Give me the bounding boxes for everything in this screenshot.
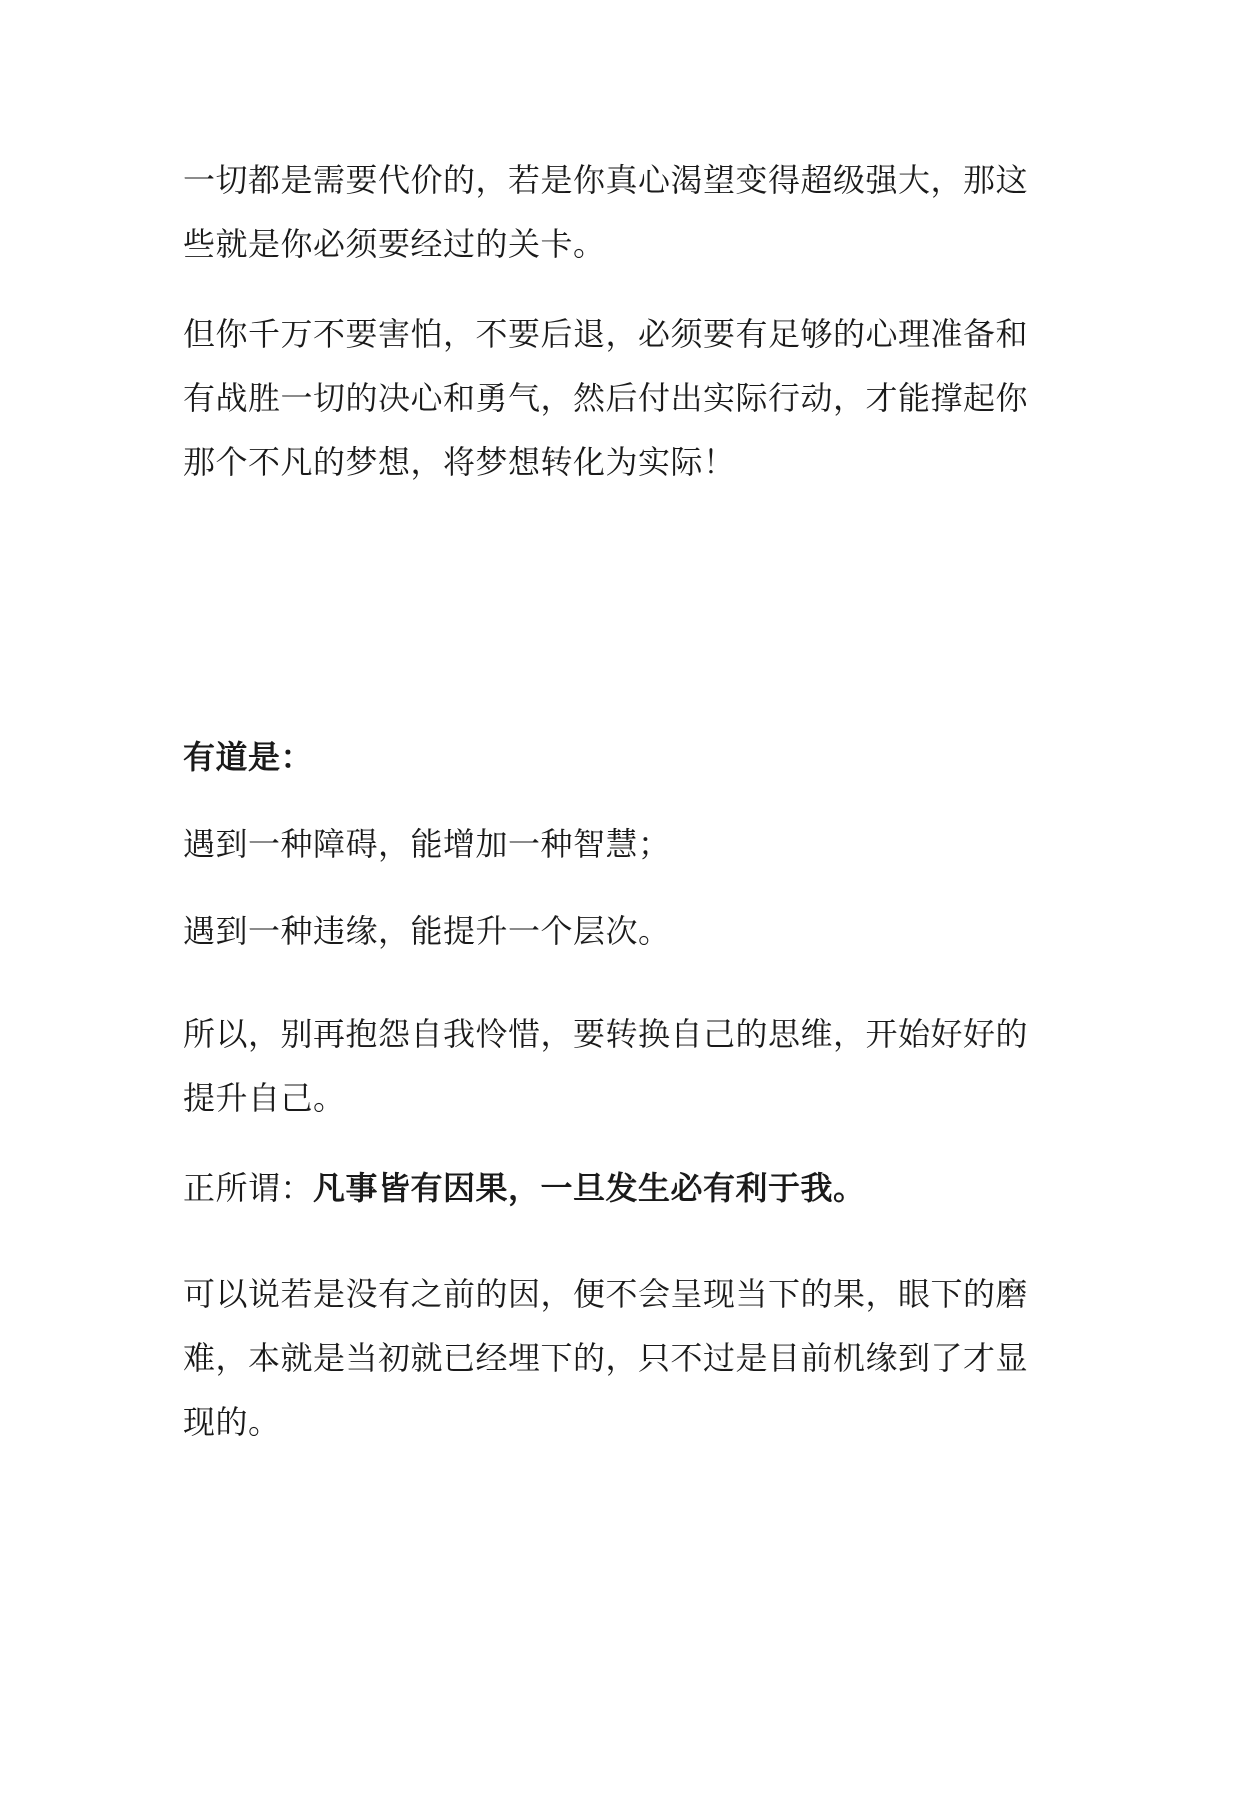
saying-heading: 有道是：: [183, 738, 314, 776]
paragraph-saying-heading: [183, 725, 1063, 789]
paragraph-line: 提升自己。: [183, 1079, 346, 1117]
paragraph-improve-self: [183, 1002, 1063, 1130]
quote-prefix: 正所谓：: [183, 1169, 314, 1207]
paragraph-line: 遇到一种障碍，能增加一种智慧；: [183, 825, 671, 863]
paragraph-line: 些就是你必须要经过的关卡。: [183, 225, 606, 263]
paragraph-line: 一切都是需要代价的，若是你真心渴望变得超级强大，那这: [183, 161, 1029, 199]
paragraph-line: 可以说若是没有之前的因，便不会呈现当下的果，眼下的磨: [183, 1275, 1029, 1313]
paragraph-line: 难，本就是当初就已经埋下的，只不过是目前机缘到了才显: [183, 1339, 1029, 1377]
quote-bold: 凡事皆有因果，一旦发生必有利于我。: [313, 1169, 866, 1207]
paragraph-courage: [183, 302, 1063, 494]
paragraph-cause-effect: [183, 1156, 1063, 1220]
paragraph-obstacle: [183, 812, 1063, 876]
paragraph-adversity: [183, 899, 1063, 963]
paragraph-cost: [183, 148, 1063, 276]
paragraph-line: 那个不凡的梦想，将梦想转化为实际！: [183, 443, 736, 481]
paragraph-karma: [183, 1262, 1063, 1454]
paragraph-line: 有战胜一切的决心和勇气，然后付出实际行动，才能撑起你: [183, 379, 1029, 417]
paragraph-line: 所以，别再抱怨自我怜惜，要转换自己的思维，开始好好的: [183, 1015, 1029, 1053]
paragraph-line: 但你千万不要害怕，不要后退，必须要有足够的心理准备和: [183, 315, 1029, 353]
paragraph-line: 遇到一种违缘，能提升一个层次。: [183, 912, 671, 950]
paragraph-line: 现的。: [183, 1403, 281, 1441]
